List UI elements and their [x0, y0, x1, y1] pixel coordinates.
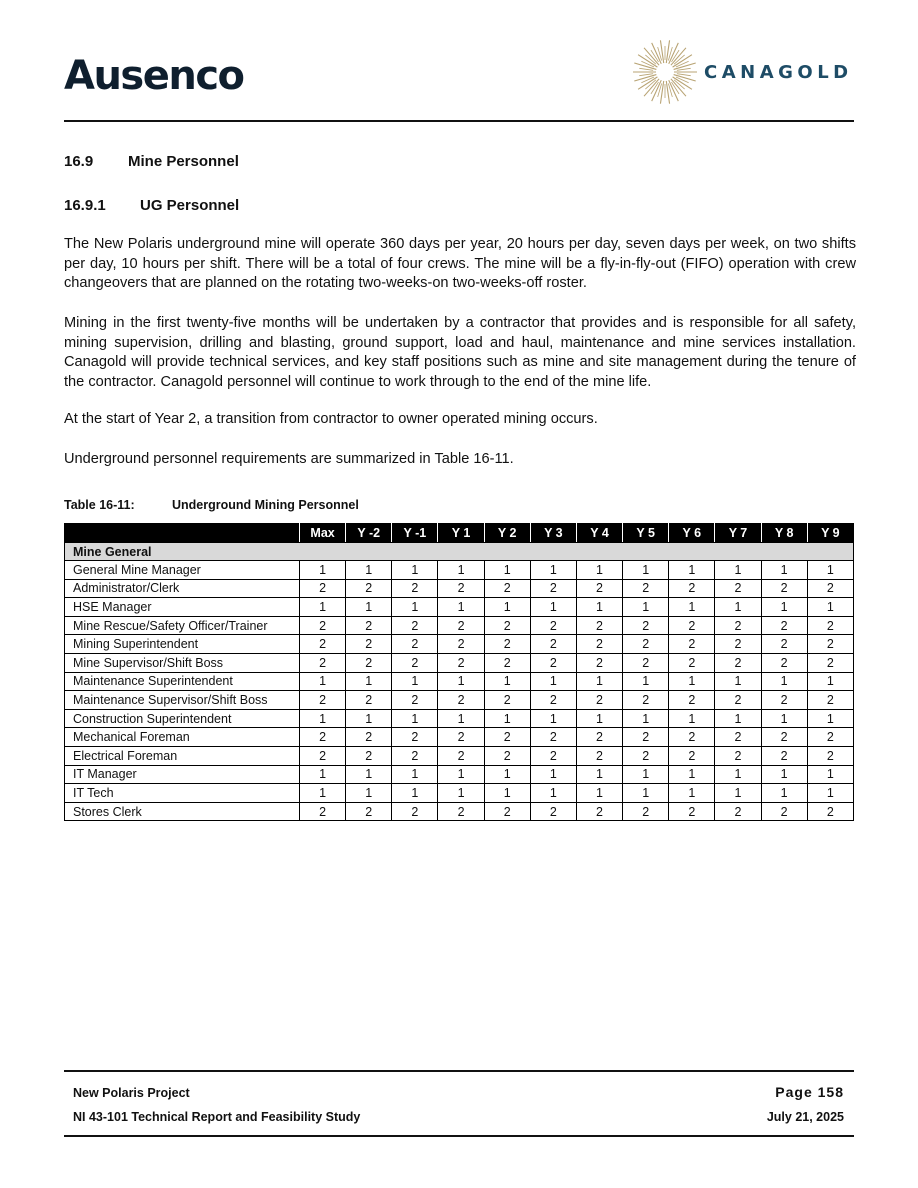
column-header: Y -1 — [392, 524, 438, 543]
table-cell: 2 — [484, 616, 530, 635]
paragraph-contractor: Mining in the first twenty-five months will be undertaken by a contractor that provides and is responsible for all safety, mining supervision, drilling and blasting, ground support, load and haul, maintenance and mine services installation. Canagold will provide technical services, and key staff positions such as mine and site management during the tenure of the contractor. Canagold personnel will continue to work through to the end of the mine life. — [64, 315, 856, 390]
row-label: Mine Rescue/Safety Officer/Trainer — [65, 616, 300, 635]
table-cell: 2 — [346, 579, 392, 598]
table-cell: 1 — [530, 765, 576, 784]
table-cell: 1 — [807, 598, 853, 617]
table-cell: 2 — [438, 746, 484, 765]
table-cell: 2 — [761, 728, 807, 747]
table-row — [65, 746, 854, 765]
table-cell: 2 — [715, 691, 761, 710]
canagold-logo-text: CANAGOLD — [704, 61, 853, 83]
table-cell: 1 — [484, 598, 530, 617]
table-cell: 1 — [438, 709, 484, 728]
column-header: Y 4 — [576, 524, 622, 543]
table-cell: 1 — [392, 672, 438, 691]
table-cell: 1 — [761, 709, 807, 728]
table-cell: 2 — [576, 653, 622, 672]
table-cell: 2 — [669, 802, 715, 821]
table-caption-title: Underground Mining Personnel — [172, 498, 359, 512]
column-header: Y 7 — [715, 524, 761, 543]
table-cell: 2 — [530, 653, 576, 672]
table-cell: 1 — [715, 784, 761, 803]
table-cell: 2 — [715, 635, 761, 654]
table-row — [65, 598, 854, 617]
table-cell: 1 — [530, 672, 576, 691]
table-cell: 1 — [669, 672, 715, 691]
table-cell: 1 — [438, 672, 484, 691]
table-cell: 2 — [623, 616, 669, 635]
column-header: Y 3 — [530, 524, 576, 543]
table-cell: 2 — [761, 691, 807, 710]
row-label: Stores Clerk — [65, 802, 300, 821]
paragraph-summary: Underground personnel requirements are summarized in Table 16-11. — [64, 451, 514, 467]
table-cell: 1 — [715, 672, 761, 691]
table-cell: 2 — [300, 728, 346, 747]
table-cell: 1 — [300, 598, 346, 617]
subsection-number: 16.9.1 — [64, 197, 106, 214]
table-cell: 2 — [438, 635, 484, 654]
table-cell: 1 — [669, 709, 715, 728]
table-cell: 2 — [807, 746, 853, 765]
table-cell: 2 — [392, 579, 438, 598]
table-cell: 2 — [484, 635, 530, 654]
table-row — [65, 728, 854, 747]
table-cell: 1 — [438, 561, 484, 580]
table-row — [65, 616, 854, 635]
table-cell: 1 — [530, 561, 576, 580]
column-header: Y 9 — [807, 524, 853, 543]
table-header-row — [65, 524, 854, 543]
table-cell: 1 — [807, 672, 853, 691]
table-cell: 2 — [576, 635, 622, 654]
table-cell: 2 — [623, 653, 669, 672]
table-cell: 1 — [530, 784, 576, 803]
header-blank-cell — [65, 524, 300, 543]
table-cell: 2 — [623, 802, 669, 821]
table-cell: 2 — [669, 579, 715, 598]
section-title: Mine Personnel — [128, 153, 239, 170]
table-cell: 1 — [761, 765, 807, 784]
table-cell: 2 — [576, 616, 622, 635]
table-cell: 2 — [669, 635, 715, 654]
paragraph-transition: At the start of Year 2, a transition from contractor to owner operated mining occurs. — [64, 411, 598, 427]
table-cell: 2 — [392, 653, 438, 672]
footer-rule-bottom — [64, 1135, 854, 1137]
table-cell: 2 — [761, 653, 807, 672]
table-cell: 1 — [576, 561, 622, 580]
table-cell: 1 — [715, 709, 761, 728]
table-cell: 1 — [623, 598, 669, 617]
table-group-row — [65, 543, 854, 561]
table-cell: 2 — [438, 691, 484, 710]
table-cell: 1 — [346, 561, 392, 580]
table-cell: 2 — [715, 579, 761, 598]
table-cell: 1 — [623, 765, 669, 784]
table-cell: 2 — [392, 802, 438, 821]
table-cell: 1 — [438, 784, 484, 803]
table-cell: 1 — [576, 709, 622, 728]
canagold-sunburst-icon — [632, 39, 698, 105]
table-cell: 1 — [346, 709, 392, 728]
table-cell: 1 — [761, 784, 807, 803]
table-row — [65, 561, 854, 580]
table-cell: 2 — [438, 802, 484, 821]
table-cell: 2 — [300, 616, 346, 635]
table-cell: 1 — [669, 784, 715, 803]
table-cell: 1 — [807, 561, 853, 580]
table-cell: 2 — [346, 691, 392, 710]
row-label: Maintenance Supervisor/Shift Boss — [65, 691, 300, 710]
table-cell: 2 — [715, 746, 761, 765]
table-cell: 2 — [807, 579, 853, 598]
table-cell: 2 — [300, 746, 346, 765]
table-cell: 1 — [346, 672, 392, 691]
table-row — [65, 709, 854, 728]
table-cell: 2 — [576, 746, 622, 765]
table-cell: 2 — [623, 579, 669, 598]
table-cell: 2 — [346, 616, 392, 635]
section-number: 16.9 — [64, 153, 94, 170]
table-cell: 2 — [484, 653, 530, 672]
subsection-heading — [64, 197, 239, 214]
table-cell: 2 — [392, 691, 438, 710]
table-cell: 2 — [438, 579, 484, 598]
table-cell: 2 — [300, 691, 346, 710]
table-cell: 2 — [346, 746, 392, 765]
table-cell: 1 — [530, 598, 576, 617]
table-cell: 2 — [484, 746, 530, 765]
sunburst-ray — [677, 68, 691, 70]
table-cell: 1 — [392, 561, 438, 580]
table-cell: 2 — [484, 579, 530, 598]
table-cell: 1 — [761, 672, 807, 691]
table-cell: 2 — [807, 616, 853, 635]
row-label: Mining Superintendent — [65, 635, 300, 654]
table-cell: 2 — [438, 653, 484, 672]
table-cell: 2 — [530, 802, 576, 821]
sunburst-ray — [639, 74, 653, 76]
table-cell: 1 — [807, 765, 853, 784]
personnel-table — [64, 523, 854, 821]
table-cell: 1 — [807, 784, 853, 803]
table-cell: 2 — [807, 635, 853, 654]
sunburst-ray — [639, 68, 653, 70]
row-label: HSE Manager — [65, 598, 300, 617]
table-cell: 1 — [715, 561, 761, 580]
footer-date: July 21, 2025 — [766, 1110, 844, 1124]
column-header: Y 5 — [623, 524, 669, 543]
table-cell: 1 — [484, 784, 530, 803]
table-cell: 1 — [807, 709, 853, 728]
table-cell: 2 — [669, 653, 715, 672]
table-cell: 2 — [346, 728, 392, 747]
table-cell: 2 — [392, 635, 438, 654]
table-cell: 1 — [484, 672, 530, 691]
row-label: Maintenance Superintendent — [65, 672, 300, 691]
table-cell: 2 — [346, 635, 392, 654]
table-cell: 1 — [484, 709, 530, 728]
group-label: Mine General — [65, 543, 854, 561]
column-header: Y 8 — [761, 524, 807, 543]
table-cell: 2 — [623, 746, 669, 765]
table-cell: 2 — [669, 616, 715, 635]
table-cell: 2 — [715, 728, 761, 747]
table-cell: 1 — [484, 561, 530, 580]
table-cell: 2 — [530, 579, 576, 598]
table-cell: 1 — [300, 709, 346, 728]
table-caption-label: Table 16-11: — [64, 498, 135, 512]
table-cell: 2 — [669, 746, 715, 765]
table-cell: 2 — [346, 802, 392, 821]
table-caption — [64, 498, 359, 512]
row-label: IT Manager — [65, 765, 300, 784]
table-cell: 1 — [623, 709, 669, 728]
footer-page-number: Page 158 — [775, 1084, 844, 1100]
table-cell: 2 — [576, 728, 622, 747]
sunburst-ray — [660, 81, 663, 104]
subsection-title: UG Personnel — [140, 197, 240, 214]
row-label: Electrical Foreman — [65, 746, 300, 765]
table-cell: 2 — [715, 653, 761, 672]
table-row — [65, 579, 854, 598]
table-cell: 2 — [484, 691, 530, 710]
table-cell: 1 — [576, 672, 622, 691]
table-cell: 1 — [300, 784, 346, 803]
row-label: Mine Supervisor/Shift Boss — [65, 653, 300, 672]
row-label: Administrator/Clerk — [65, 579, 300, 598]
table-row — [65, 802, 854, 821]
table-row — [65, 635, 854, 654]
table-cell: 2 — [669, 728, 715, 747]
table-cell: 2 — [530, 616, 576, 635]
table-cell: 2 — [530, 635, 576, 654]
table-cell: 2 — [715, 616, 761, 635]
section-heading — [64, 153, 239, 170]
table-cell: 2 — [807, 728, 853, 747]
canagold-logo — [632, 38, 853, 106]
ausenco-logo-text: Ausenco — [64, 53, 244, 99]
table-cell: 1 — [346, 598, 392, 617]
sunburst-ray — [666, 40, 669, 63]
table-row — [65, 784, 854, 803]
table-cell: 2 — [300, 635, 346, 654]
table-cell: 2 — [484, 802, 530, 821]
table-cell: 1 — [300, 765, 346, 784]
table-cell: 1 — [484, 765, 530, 784]
table-cell: 1 — [346, 784, 392, 803]
column-header: Y -2 — [346, 524, 392, 543]
column-header: Y 2 — [484, 524, 530, 543]
row-label: General Mine Manager — [65, 561, 300, 580]
sunburst-ray — [677, 74, 691, 76]
column-header: Y 6 — [669, 524, 715, 543]
table-cell: 2 — [300, 802, 346, 821]
row-label: Construction Superintendent — [65, 709, 300, 728]
table-cell: 2 — [623, 691, 669, 710]
ausenco-logo — [64, 54, 244, 98]
table-cell: 2 — [438, 728, 484, 747]
table-cell: 1 — [623, 561, 669, 580]
table-cell: 1 — [346, 765, 392, 784]
column-header: Max — [300, 524, 346, 543]
table-cell: 2 — [761, 746, 807, 765]
paragraph-operations: The New Polaris underground mine will operate 360 days per year, 20 hours per day, seven days per week, on two shifts per day, 10 hours per shift. There will be a total of four crews. The mine will be a fly-in-fly-out (FIFO) operation with crew changeovers that are planned on the rotating two-weeks-on two-weeks-off roster. — [64, 236, 856, 292]
table-row — [65, 691, 854, 710]
table-cell: 1 — [761, 561, 807, 580]
footer-project: New Polaris Project — [73, 1086, 190, 1100]
table-row — [65, 672, 854, 691]
table-cell: 2 — [392, 728, 438, 747]
table-row — [65, 765, 854, 784]
table-cell: 2 — [623, 728, 669, 747]
table-cell: 1 — [715, 765, 761, 784]
table-cell: 1 — [438, 598, 484, 617]
footer-report: NI 43-101 Technical Report and Feasibility Study — [73, 1110, 361, 1124]
table-cell: 2 — [807, 691, 853, 710]
table-cell: 2 — [761, 802, 807, 821]
row-label: IT Tech — [65, 784, 300, 803]
table-cell: 2 — [715, 802, 761, 821]
table-row — [65, 653, 854, 672]
table-cell: 2 — [761, 635, 807, 654]
table-cell: 1 — [576, 784, 622, 803]
table-cell: 1 — [300, 672, 346, 691]
table-cell: 1 — [669, 765, 715, 784]
table-cell: 2 — [576, 691, 622, 710]
table-cell: 2 — [346, 653, 392, 672]
table-cell: 1 — [392, 784, 438, 803]
table-cell: 2 — [623, 635, 669, 654]
table-cell: 1 — [392, 709, 438, 728]
table-cell: 2 — [807, 653, 853, 672]
table-cell: 2 — [669, 691, 715, 710]
table-cell: 1 — [576, 765, 622, 784]
table-cell: 1 — [623, 672, 669, 691]
table-cell: 1 — [715, 598, 761, 617]
table-cell: 1 — [576, 598, 622, 617]
table-cell: 2 — [438, 616, 484, 635]
table-cell: 1 — [669, 598, 715, 617]
table-cell: 1 — [761, 598, 807, 617]
table-cell: 2 — [576, 579, 622, 598]
table-cell: 2 — [530, 691, 576, 710]
column-header: Y 1 — [438, 524, 484, 543]
table-cell: 2 — [807, 802, 853, 821]
table-cell: 1 — [623, 784, 669, 803]
row-label: Mechanical Foreman — [65, 728, 300, 747]
table-cell: 1 — [669, 561, 715, 580]
table-cell: 2 — [392, 746, 438, 765]
table-cell: 2 — [300, 653, 346, 672]
table-cell: 2 — [392, 616, 438, 635]
header-rule — [64, 120, 854, 122]
table-cell: 2 — [530, 728, 576, 747]
table-cell: 1 — [300, 561, 346, 580]
sunburst-ray — [666, 81, 669, 104]
table-cell: 2 — [300, 579, 346, 598]
table-cell: 2 — [530, 746, 576, 765]
table-cell: 1 — [438, 765, 484, 784]
table-cell: 2 — [761, 616, 807, 635]
footer-rule-top — [64, 1070, 854, 1072]
sunburst-ray — [660, 40, 663, 63]
table-cell: 2 — [576, 802, 622, 821]
table-cell: 1 — [392, 598, 438, 617]
table-cell: 1 — [392, 765, 438, 784]
table-cell: 2 — [761, 579, 807, 598]
table-cell: 1 — [530, 709, 576, 728]
table-cell: 2 — [484, 728, 530, 747]
